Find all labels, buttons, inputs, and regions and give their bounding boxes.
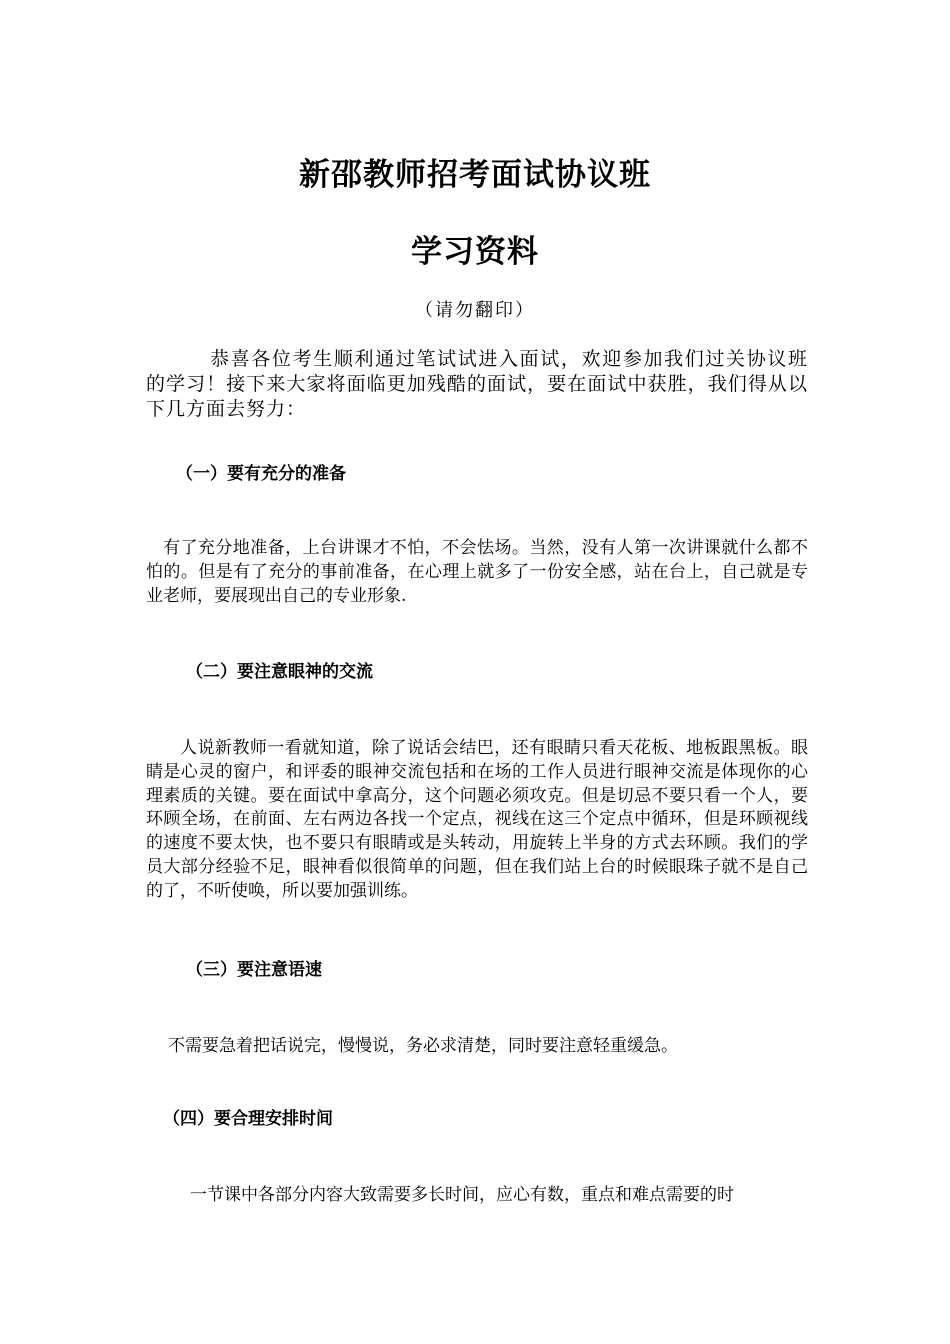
- section-heading-3: （三）要注意语速: [186, 960, 322, 980]
- section-body-3: 不需要急着把话说完，慢慢说，务必求清楚，同时要注意轻重缓急。: [168, 1036, 678, 1056]
- copy-notice: （请勿翻印）: [415, 300, 535, 321]
- section-body-2: 人说新教师一看就知道，除了说话会结巴，还有眼睛只看天花板、地板跟黑板。眼睛是心灵的窗户，和评委的眼神交流包括和在场的工作人员进行眼神交流是体现你的心理素质的关键。要在面试中拿高分，这个问题必须攻克。但是切忌不要只看一个人，要环顾全场，在前面、左右两边各找一个定点，视线在这三个定点中循环，但是环顾视线的速度不要太快，也不要只有眼睛或是头转动，用旋转上半身的方式去环顾。我们的学员大部分经验不足，眼神看似很简单的问题，但在我们站上台的时候眼珠子就不是自己的了，不听使唤，所以要加强训练。: [146, 738, 808, 901]
- section-body-4: 一节课中各部分内容大致需要多长时间，应心有数，重点和难点需要的时: [190, 1185, 734, 1205]
- section-heading-1: （一）要有充分的准备: [176, 464, 346, 484]
- intro-paragraph: 恭喜各位考生顺利通过笔试试进入面试，欢迎参加我们过关协议班的学习！接下来大家将面临更加残酷的面试，要在面试中获胜，我们得从以下几方面去努力：: [146, 348, 808, 420]
- section-heading-4: （四）要合理安排时间: [163, 1109, 333, 1129]
- document-title: 新邵教师招考面试协议班: [299, 157, 651, 193]
- document-subtitle: 学习资料: [411, 234, 539, 270]
- section-body-1: 有了充分地准备，上台讲课才不怕，不会怯场。当然，没有人第一次讲课就什么都不怕的。但是有了充分的事前准备，在心理上就多了一份安全感，站在台上，自己就是专业老师，要展现出自己的专业形象.: [146, 538, 808, 606]
- section-heading-2: （二）要注意眼神的交流: [186, 662, 373, 682]
